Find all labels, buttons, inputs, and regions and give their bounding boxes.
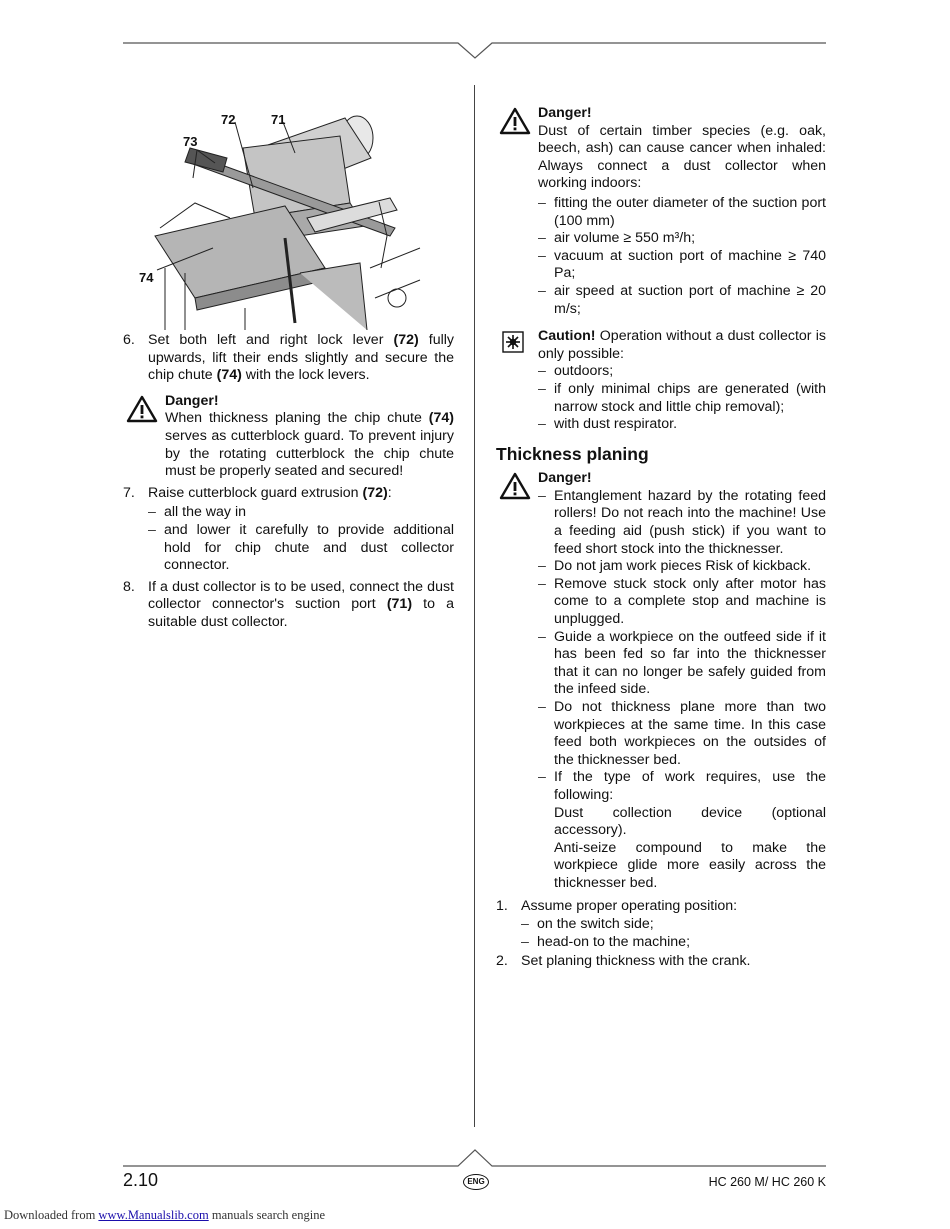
list-item: – Remove stuck stock only after motor has come to a complete stop and machine is unplugged. (538, 576, 826, 629)
machine-figure (135, 108, 425, 330)
step-2: 2. Set planing thickness with the crank. (496, 953, 751, 970)
caution-icon (502, 331, 524, 353)
left-column (123, 332, 454, 632)
step-number: 6. (123, 332, 135, 348)
step-1-subitems (521, 916, 826, 951)
section-heading: Thickness planing (496, 443, 649, 464)
thickness-danger-list (538, 488, 826, 893)
warning-triangle-icon (499, 107, 531, 135)
step-number: 8. (123, 578, 135, 595)
step-1: 1. Assume proper operating position: – on the switch side; – head-on to the machine; (496, 898, 826, 952)
manualslib-link[interactable]: www.Manualslib.com (98, 1208, 209, 1222)
list-item: – if only minimal chips are generated (with narrow stock and little chip removal); (538, 381, 826, 416)
download-footer: Downloaded from www.Manualslib.com manuals search engine (4, 1208, 325, 1222)
danger-title: Danger! (538, 470, 592, 487)
caution-title: Caution! (538, 328, 596, 345)
language-badge: ENG (463, 1174, 489, 1190)
step-number: 1. (496, 897, 508, 914)
warning-triangle-icon (499, 472, 531, 500)
list-item: – outdoors; (538, 363, 826, 381)
caution-dust-collector: Caution! Operation without a dust collector is only possible: – outdoors; – if only minimal chips are generated (with narrow stock and little chip removal); – with dust respirator. (496, 328, 826, 434)
list-item: – all the way in (148, 504, 454, 522)
list-item: – head-on to the machine; (521, 934, 826, 952)
warning-triangle-icon (126, 395, 158, 423)
list-item: – on the switch side; (521, 916, 826, 934)
callout-71: 71 (271, 112, 286, 127)
callout-73: 73 (183, 134, 198, 149)
right-column (496, 105, 826, 971)
list-item: – Do not jam work pieces Risk of kickback. (538, 558, 826, 576)
step-8: 8. If a dust collector is to be used, connect the dust collector connector's suction port (71) to a suitable dust collector. (123, 578, 455, 630)
step-number: 7. (123, 484, 135, 501)
planer-illustration (135, 108, 425, 330)
callout-72: 72 (221, 112, 236, 127)
list-item: – fitting the outer diameter of the suction port (100 mm) (538, 195, 826, 230)
list-item: – Do not thickness plane more than two workpieces at the same time. In this case feed both workpieces on the outsides of the thicknesser bed. (538, 699, 826, 769)
danger-chip-chute: Danger! When thickness planing the chip chute (74) serves as cutterblock guard. To prevent injury by the rotating cutterblock the chip chute must be properly seated and secured! (123, 393, 454, 481)
column-divider (474, 85, 475, 1127)
accessory-dust: Dust collection device (optional accessory). (554, 804, 826, 839)
list-item: – air volume ≥ 550 m³/h; (538, 230, 826, 248)
danger-dust (496, 105, 826, 318)
dust-requirements-list (538, 195, 826, 318)
list-item: – air speed at suction port of machine ≥ 20 m/s; (538, 283, 826, 318)
step-7-subitems (148, 504, 454, 574)
list-item: – with dust respirator. (538, 416, 826, 434)
danger-title: Danger! (165, 392, 219, 409)
danger-title: Danger! (538, 105, 592, 121)
list-item: – vacuum at suction port of machine ≥ 740 Pa; (538, 248, 826, 283)
list-item: – Guide a workpiece on the outfeed side if it has been fed so far into the thicknesser that it can no longer be safely guided from the infeed side. (538, 629, 826, 699)
top-rule (0, 0, 950, 70)
danger-thickness-planing (496, 470, 826, 892)
step-number: 2. (496, 953, 508, 970)
caution-list (538, 363, 826, 433)
danger-text: Dust of certain timber species (e.g. oak, beech, ash) can cause cancer when inhaled: Always connect a dust collector when working indoors: (538, 122, 826, 192)
list-item: – and lower it carefully to provide additional hold for chip chute and dust collector connector. (148, 522, 454, 575)
accessory-antiseize: Anti-seize compound to make the workpiece glide more easily across the thicknesser bed. (554, 839, 826, 891)
list-item: – If the type of work requires, use the following: Dust collection device (optional accessory). Anti-seize compound to make the workpiece glide more easily across the thicknesser bed. (538, 769, 826, 892)
callout-74: 74 (139, 270, 154, 285)
model-name: HC 260 M/ HC 260 K (708, 1175, 826, 1189)
list-item: – Entanglement hazard by the rotating feed rollers! Do not reach into the machine! Use a feeding aid (push stick) if you want to feed short stock into the thicknesser. (538, 488, 826, 558)
step-7: 7. Raise cutterblock guard extrusion (72): – all the way in – and lower it carefully to provide additional hold for chip chute and dust collector connector. (123, 485, 454, 575)
page-number: 2.10 (123, 1170, 159, 1190)
step-6: 6. Set both left and right lock lever (72) fully upwards, lift their ends slightly and secure the chip chute (74) with the lock levers. (123, 332, 455, 384)
